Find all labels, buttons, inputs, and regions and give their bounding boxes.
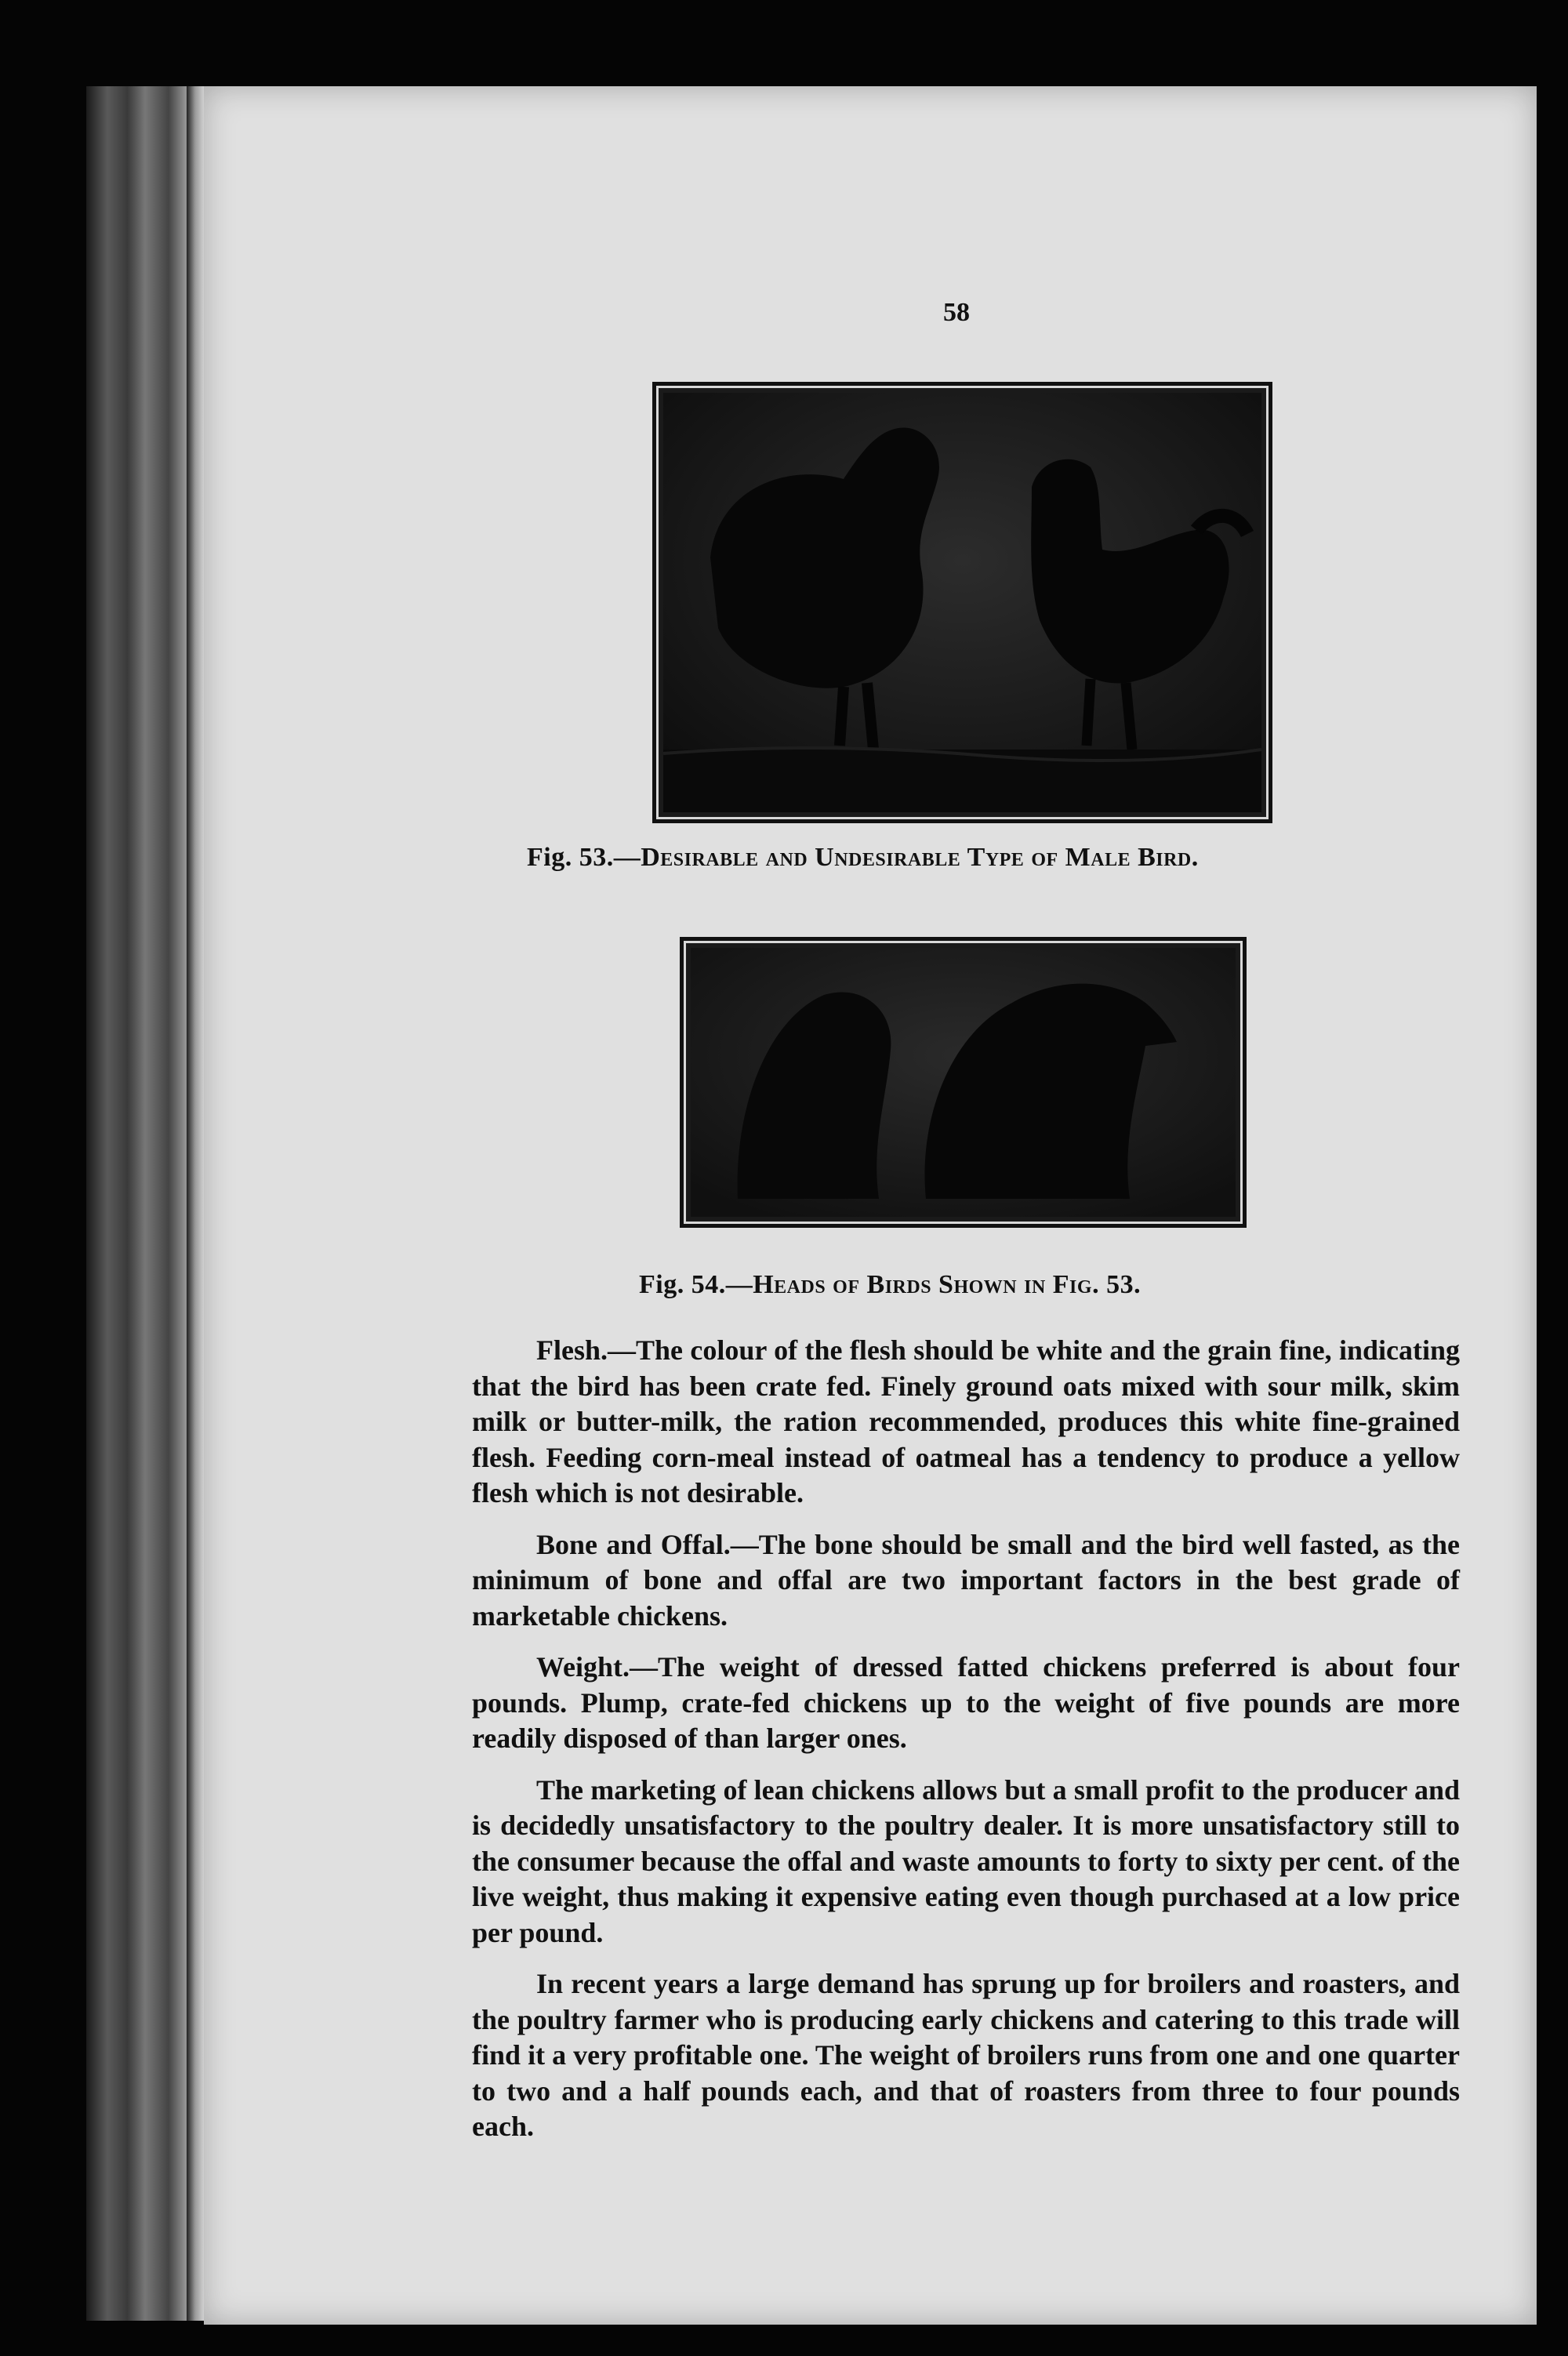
paragraph-weight: Weight.—The weight of dressed fatted chickens preferred is about four pounds. Plump, crate-fed chickens up to the weight of five pounds are more readily disposed of than larger ones. — [472, 1651, 1460, 1754]
rooster-heads-photo — [686, 943, 1240, 1222]
figure-54-caption — [639, 1270, 1141, 1300]
paragraph-flesh: Flesh.—The colour of the flesh should be white and the grain fine, indicating that the bird has been crate fed. Finely ground oats mixed with sour milk, skim milk or butter-milk, the ration recommended, produces this white fine-grained flesh. Feeding corn-meal instead of oatmeal has a tendency to produce a yellow flesh which is not desirable. — [472, 1334, 1460, 1508]
book-spine-edge — [187, 86, 204, 2321]
figure-54-label: Fig. 54. — [639, 1270, 726, 1299]
figure-53-caption-text: —Desirable and Undesirable Type of Male Bird. — [613, 843, 1199, 872]
paragraph-bone-and-offal: Bone and Offal.—The bone should be small and the bird well fasted, as the minimum of bone and offal are two important factors in the best grade of marketable chickens. — [472, 1528, 1460, 1632]
figure-54-caption-text: —Heads of Birds Shown in Fig. 53. — [725, 1270, 1142, 1299]
paragraph-broilers-roasters: In recent years a large demand has sprung up for broilers and roasters, and the poultry farmer who is producing early chickens and catering to this trade will find it a very profitable one. The weight of broilers runs from one and one quarter to two and a half pounds each, and that of roasters from three to four pounds each. — [472, 1968, 1460, 2142]
two-roosters-photo — [659, 388, 1266, 817]
figure-53-caption — [527, 843, 1199, 873]
figure-53-label: Fig. 53. — [527, 843, 614, 872]
page-number: 58 — [943, 298, 970, 327]
body-text — [472, 1333, 1460, 2161]
paragraph-lean-chickens: The marketing of lean chickens allows but a small profit to the producer and is decidedly unsatisfactory to the poultry dealer. It is more unsatisfactory still to the consumer because the offal and waste amounts to forty to sixty per cent. of the live weight, thus making it expensive eating even though purchased at a low price per pound. — [472, 1773, 1460, 1948]
